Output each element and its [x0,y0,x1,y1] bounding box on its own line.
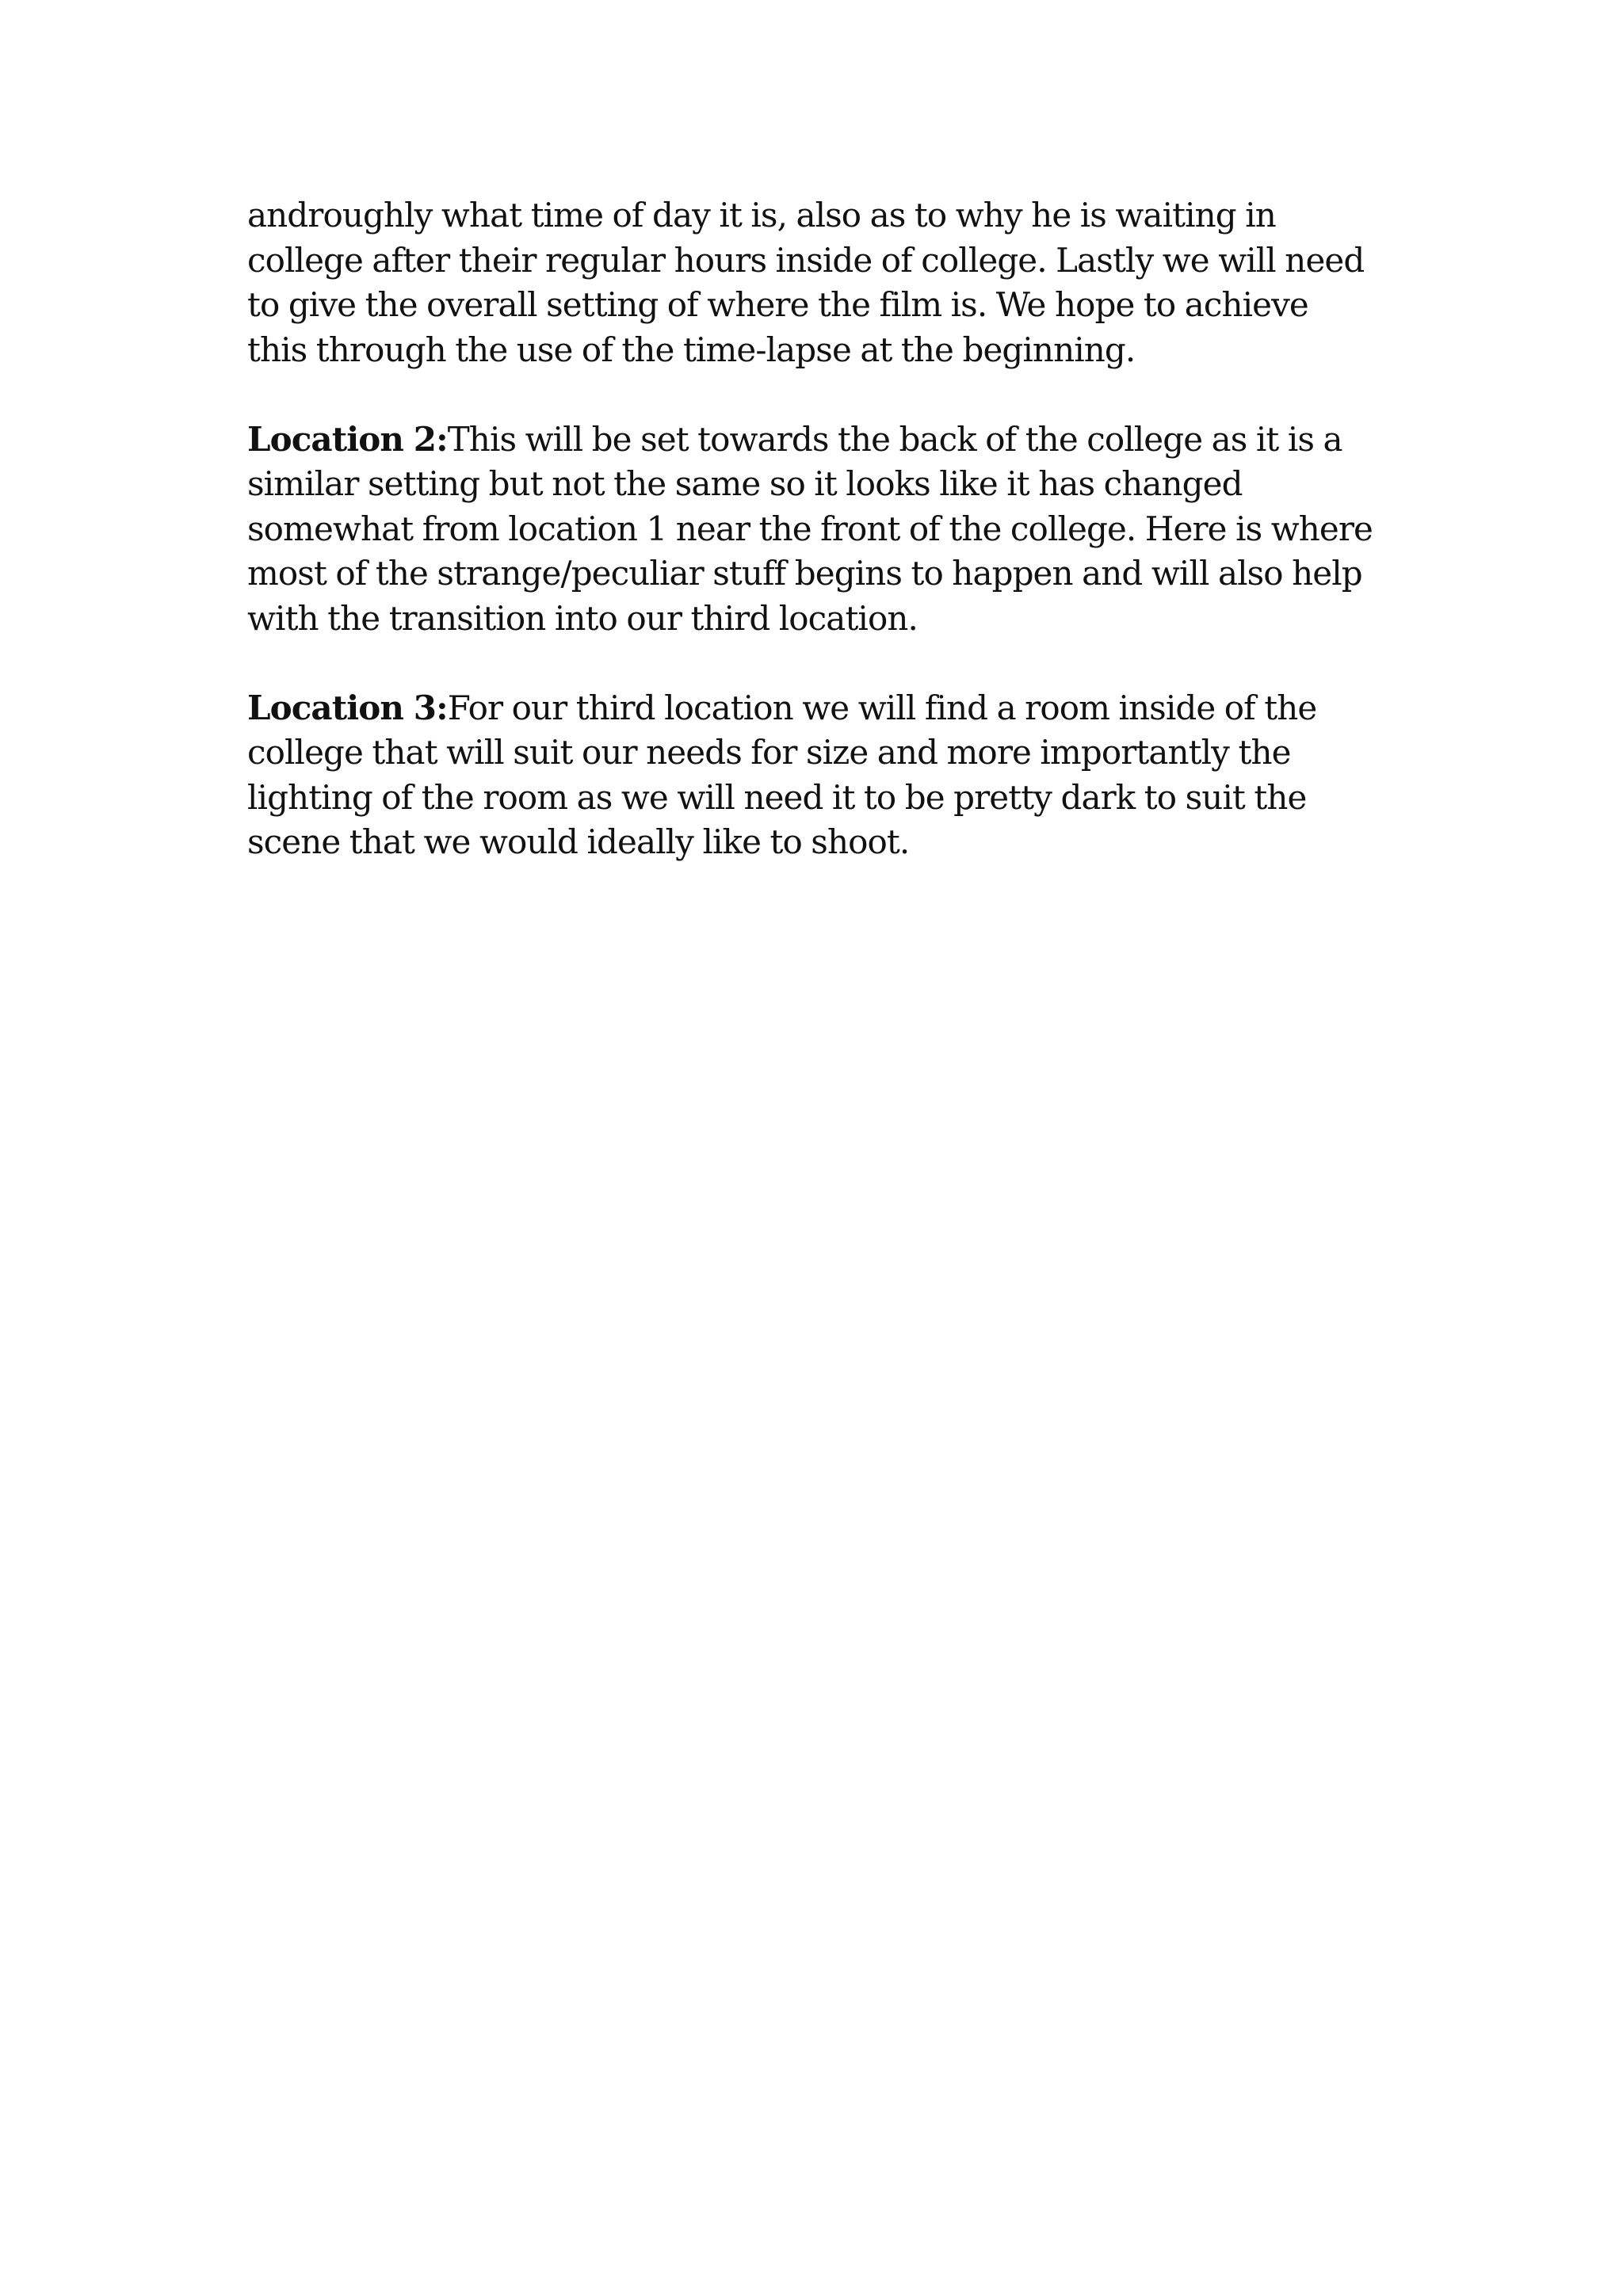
intro-line: college after their regular hours inside of college. Lastly we will need [247,240,1365,280]
location-3-text: For our third location we will find a room inside of the [447,688,1317,727]
location-3-line: lighting of the room as we will need it to be pretty dark to suit the [247,777,1307,817]
location-3-line: college that will suit our needs for size and more importantly the [247,733,1291,772]
location-2-line: somewhat from location 1 near the front of the college. Here is where [247,509,1373,548]
location-3-first-line [247,686,1404,731]
location-3-paragraph [247,686,1404,865]
intro-line: this through the use of the time-lapse at the beginning. [247,330,1136,369]
document-body [247,193,1404,865]
location-2-first-line [247,418,1404,463]
location-2-heading: Location 2: [247,419,448,459]
intro-line: androughly what time of day it is, also as to why he is waiting in [247,196,1276,235]
intro-line: to give the overall setting of where the film is. We hope to achieve [247,285,1308,324]
location-2-paragraph [247,418,1404,642]
location-2-line: with the transition into our third location. [247,598,918,638]
location-3-heading: Location 3: [247,688,448,727]
location-3-line: scene that we would ideally like to shoot. [247,822,910,861]
location-2-text: This will be set towards the back of the college as it is a [447,419,1342,459]
location-2-line: similar setting but not the same so it looks like it has changed [247,464,1243,503]
location-2-line: most of the strange/peculiar stuff begins to happen and will also help [247,554,1362,593]
intro-paragraph [247,193,1404,372]
